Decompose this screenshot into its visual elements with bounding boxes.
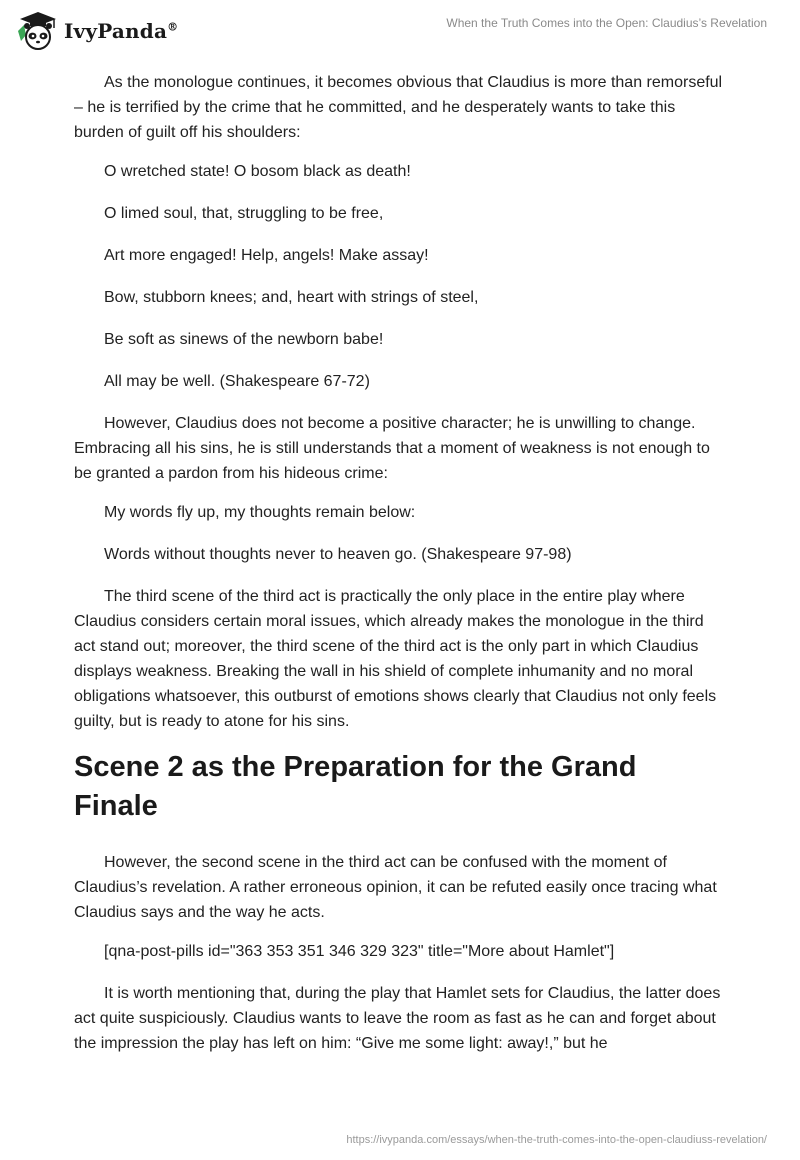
section-heading: Scene 2 as the Preparation for the Grand Finale xyxy=(74,751,637,822)
paragraph: The third scene of the third act is practically the only place in the entire play where Claudius considers certain moral issues, which already makes the monologue in the third act stand out; moreover, the third scene of the third act is the only part in which Claudius displays weakness. Breaking the wall in his shield of complete inhumanity and no moral obligations whatsoever, this outburst of emotions shows clearly that Claudius not only feels guilty, but is ready to atone for his sins. xyxy=(74,588,717,730)
verse-line: Bow, stubborn knees; and, heart with strings of steel, xyxy=(104,289,479,306)
document-title: When the Truth Comes into the Open: Claudius’s Revelation xyxy=(446,16,767,30)
panda-logo-icon xyxy=(16,11,60,51)
logo[interactable] xyxy=(16,10,178,52)
paragraph: It is worth mentioning that, during the play that Hamlet sets for Claudius, the latter does act quite suspiciously. Claudius wants to leave the room as fast as he can and forget about the impression the play has left on him: “Give me some light: away!,” but he xyxy=(74,985,721,1052)
logo-text: IvyPanda® xyxy=(64,19,179,43)
verse-line: My words fly up, my thoughts remain below: xyxy=(104,504,416,521)
verse-line: Art more engaged! Help, angels! Make assay! xyxy=(104,247,429,264)
verse-line: All may be well. (Shakespeare 67-72) xyxy=(104,373,370,390)
verse-line: O wretched state! O bosom black as death! xyxy=(104,163,411,180)
verse-line: Be soft as sinews of the newborn babe! xyxy=(104,331,384,348)
page-header xyxy=(0,0,800,60)
shortcode-text: [qna-post-pills id="363 353 351 346 329 323" title="More about Hamlet"] xyxy=(104,943,615,960)
paragraph: However, Claudius does not become a positive character; he is unwilling to change. Embracing all his sins, he is still understands that a moment of weakness is not enough to be granted a pardon from his hideous crime: xyxy=(74,415,710,482)
paragraph: However, the second scene in the third act can be confused with the moment of Claudius’s revelation. A rather erroneous opinion, it can be refuted easily once tracing what Claudius says and the way he acts. xyxy=(74,854,717,921)
source-url[interactable]: https://ivypanda.com/essays/when-the-truth-comes-into-the-open-claudiuss-revelation/ xyxy=(346,1134,767,1146)
verse-line: O limed soul, that, struggling to be free, xyxy=(104,205,384,222)
verse-line: Words without thoughts never to heaven go. (Shakespeare 97-98) xyxy=(104,546,572,563)
essay-body xyxy=(74,70,726,1070)
paragraph: As the monologue continues, it becomes obvious that Claudius is more than remorseful – he is terrified by the crime that he committed, and he desperately wants to take this burden of guilt off his shoulders: xyxy=(74,74,723,141)
